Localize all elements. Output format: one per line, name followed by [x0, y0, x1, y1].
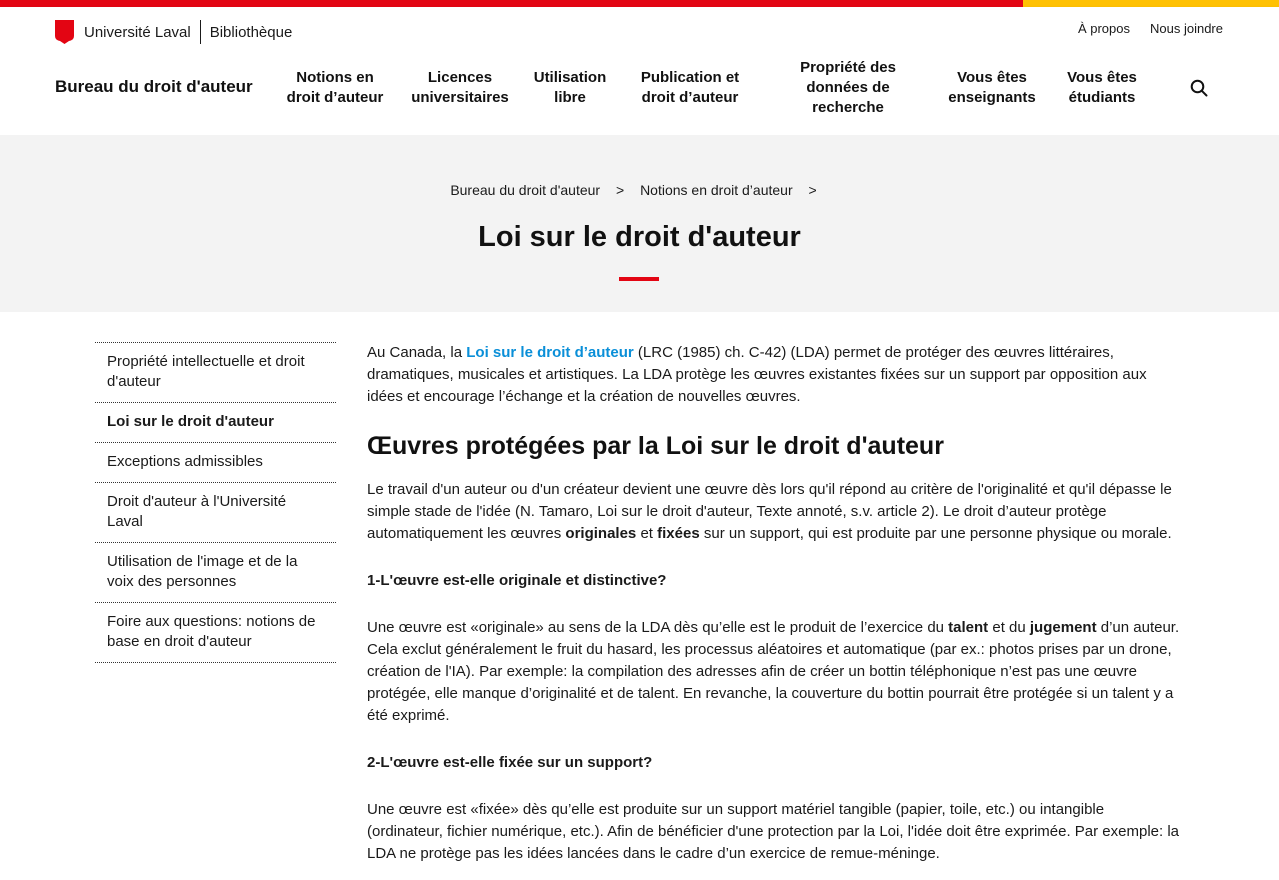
breadcrumb-separator: >: [615, 182, 625, 198]
nav-item-label: libre: [554, 89, 586, 106]
nav-item-label: Vous êtes: [957, 69, 1027, 86]
breadcrumb-separator: >: [808, 182, 817, 198]
nav-item-label: droit d’auteur: [641, 89, 739, 106]
breadcrumb-item-bureau[interactable]: Bureau du droit d'auteur: [450, 182, 601, 198]
utility-nav: [1078, 21, 1223, 36]
nav-item-label: enseignants: [948, 89, 1036, 106]
paragraph-text: Le travail d'un auteur ou d'un créateur devient une œuvre dès lors qu'il répond au critère de l'originalité et qu'il dépasse le simple stade de l'idée (N. Tamaro, Loi sur le droit d'auteur, Texte annoté, s.v. article 2). Le droit d’auteur protège automatiquement les œuvres: [367, 481, 1172, 542]
page-title: Loi sur le droit d'auteur: [478, 221, 801, 253]
utility-link-a-propos[interactable]: À propos: [1077, 21, 1130, 36]
search-icon[interactable]: [1190, 79, 1208, 97]
site-header: [0, 7, 1279, 135]
paragraph-text: Une œuvre est «originale» au sens de la LDA dès qu’elle est le produit de l’exercice du: [367, 619, 949, 636]
paragraph-originalite: [367, 617, 1182, 727]
section-heading: Œuvres protégées par la Loi sur le droit d'auteur: [367, 432, 944, 460]
nav-item-label: Notions en: [296, 69, 374, 86]
ulaval-shield-icon: [55, 20, 74, 44]
library-name: Bibliothèque: [209, 23, 293, 41]
university-name: Université Laval: [84, 23, 191, 41]
paragraph-fixation: Une œuvre est «fixée» dès qu’elle est produite sur un support matériel tangible (papier, toile, etc.) ou intangible (ordinateur, fichier numérique, etc.). Afin de bénéficier d'une protection par la Loi, l'idée doit être exprimée. Par exemple: la LDA ne protège pas les idées lancées dans le cadre d’un exercice de remue-méninge.: [367, 801, 1180, 862]
nav-item-label: droit d’auteur: [286, 89, 384, 106]
nav-item-label: Propriété des: [800, 59, 896, 76]
utility-link-nous-joindre[interactable]: Nous joindre: [1150, 21, 1223, 36]
nav-item-label: données de: [806, 79, 890, 96]
nav-item-label: recherche: [812, 99, 884, 116]
site-title[interactable]: Bureau du droit d'auteur: [55, 77, 253, 96]
sidenav-item-faq[interactable]: Foire aux questions: notions de base en droit d'auteur: [95, 603, 336, 663]
breadcrumb: [0, 182, 1279, 198]
section-sidenav: [95, 342, 336, 663]
nav-item-label: étudiants: [1068, 89, 1136, 106]
paragraph-text: et du: [988, 619, 1030, 636]
top-color-bar-red: [0, 0, 1023, 7]
paragraph-definition: [367, 479, 1182, 545]
paragraph-text: et: [636, 525, 658, 542]
top-color-bar: [0, 0, 1279, 7]
nav-item-notions[interactable]: [280, 68, 390, 108]
intro-text: Au Canada, la: [367, 344, 467, 361]
paragraph-text: d’un auteur. Cela exclut généralement le fruit du hasard, les processus aléatoires et automatique (par ex.: photos prises par un drone, création de l'IA). Par exemple: la compilation des adresses afin de créer un bottin téléphonique n’est pas une œuvre protégée, elle manque d’originalité et de talent. En revanche, la couverture du bottin pourrait être protégée si un talent y a été exprimé.: [367, 619, 1180, 724]
intro-text: (LRC (1985) ch. C-42) (LDA) permet de protéger des œuvres littéraires, dramatiques, musicales et artistiques. La LDA protège les œuvres existantes fixées sur un support par opposition aux idées et encourage l’échange et la création de nouvelles œuvres.: [367, 344, 1147, 405]
sidenav-item-exceptions[interactable]: Exceptions admissibles: [95, 443, 336, 483]
bold-term: originales: [565, 525, 637, 542]
breadcrumb-item-notions[interactable]: Notions en droit d’auteur: [640, 182, 793, 198]
nav-item-label: Licences: [427, 69, 493, 86]
sidenav-item-universite-laval[interactable]: Droit d'auteur à l'Université Laval: [95, 483, 336, 543]
nav-item-label: Vous êtes: [1067, 69, 1137, 86]
brand-divider: [200, 20, 201, 44]
page-hero: [0, 135, 1279, 312]
nav-item-etudiants[interactable]: [1057, 68, 1147, 108]
nav-item-label: Publication et: [640, 69, 740, 86]
sidenav-item-propriete-intellectuelle[interactable]: Propriété intellectuelle et droit d'auteur: [95, 343, 336, 403]
nav-item-donnees-recherche[interactable]: [788, 58, 908, 118]
nav-item-utilisation-libre[interactable]: [525, 68, 615, 108]
brand[interactable]: [55, 20, 292, 44]
nav-item-label: universitaires: [411, 89, 509, 106]
title-underline: [619, 277, 659, 281]
bold-term: fixées: [657, 525, 700, 542]
nav-item-licences[interactable]: [405, 68, 515, 108]
nav-item-publication[interactable]: [630, 68, 750, 108]
main-content: [367, 342, 1182, 865]
question-heading-2: 2-L'œuvre est-elle fixée sur un support?: [367, 754, 653, 771]
top-color-bar-gold: [1023, 0, 1279, 7]
sidenav-item-image-voix[interactable]: Utilisation de l'image et de la voix des personnes: [95, 543, 336, 603]
nav-item-label: Utilisation: [533, 69, 607, 86]
question-heading-1: 1-L'œuvre est-elle originale et distinctive?: [367, 572, 667, 589]
bold-term: jugement: [1029, 619, 1097, 636]
sidenav-item-loi-droit-auteur[interactable]: Loi sur le droit d'auteur: [95, 403, 336, 443]
nav-item-enseignants[interactable]: [942, 68, 1042, 108]
bold-term: talent: [948, 619, 989, 636]
paragraph-text: sur un support, qui est produite par une personne physique ou morale.: [699, 525, 1172, 542]
intro-paragraph: [367, 342, 1182, 408]
loi-droit-auteur-link[interactable]: Loi sur le droit d’auteur: [466, 344, 634, 361]
